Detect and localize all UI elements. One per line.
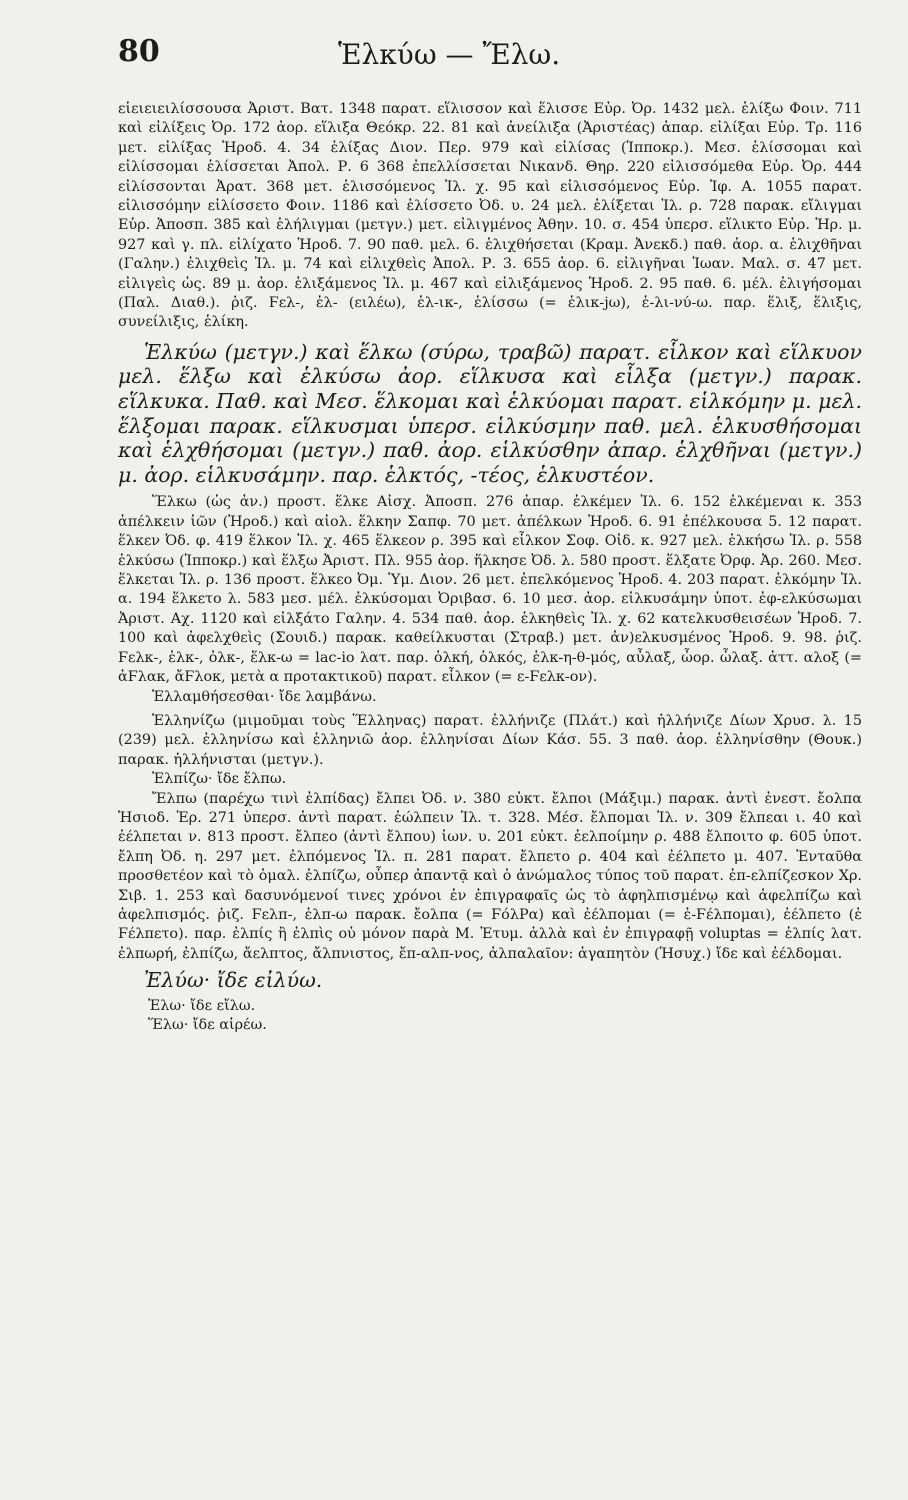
entry-elpizo: Ἐλπίζω· ἴδε ἔλπω. xyxy=(152,771,287,788)
entry-continuation-elisso: εἱειειειλίσσουσα Ἀριστ. Βατ. 1348 παρατ. εἵλισσον καὶ ἕλισσε Εὐρ. Ὀρ. 1432 μελ. ἑλίξω Φοιν. 711 καὶ εἰλίξεις Ὀρ. 172 ἀορ. εἵλιξα Θεόκρ. 22. 81 καὶ ἀνείλιξα (Ἀριστέας) ἀπαρ. εἰλίξαι Εὐρ. Τρ. 116 μετ. εἰλίξας Ἡροδ. 4. 34 ἑλίξας Διον. Περ. 979 καὶ εἰλίσας (Ἱπποκρ.). Μεσ. ἑλίσσομαι καὶ εἰλίσσομαι ἑλίσσεται Ἀπολ. Ρ. 6 368 ἐπελλίσσεται Νικανδ. Θηρ. 220 εἰλισσόμεθα Εὐρ. Ὀρ. 444 εἰλίσσονται Ἀρατ. 368 μετ. ἑλισσόμενος Ἰλ. χ. 95 καὶ εἰλισσόμενος Εὐρ. Ἰφ. Α. 1055 παρατ. εἰλισσόμην εἰλίσσετο Φοιν. 1186 καὶ ἑλίσσετο Ὀδ. υ. 24 μελ. ἑλίξεται Ἰλ. ρ. 728 παρακ. εἴλιγμαι Εὐρ. Ἀποσπ. 385 καὶ ἑλήλιγμαι (μετγν.) μετ. εἰλιγμένος Ἀθην. 10. σ. 454 ὑπερσ. εἵλικτο Εὐρ. Ἡρ. μ. 927 καὶ γ. πλ. εἰλίχατο Ἡροδ. 7. 90 παθ. μελ. 6. ἑλιχθήσεται (Κραμ. Ἀνεκδ.) παθ. ἀορ. α. ἑλιχθῆναι (Γαλην.) ἑλιχθεὶς Ἰλ. μ. 74 καὶ εἰλιχθεὶς Ἀπολ. Ρ. 3. 655 ἀορ. 6. εἰλιγῆναι Ἰωαν. Μαλ. σ. 47 μετ. εἰλιγεὶς ὡς. 89 μ. ἀορ. ἑλιξάμενος Ἰλ. μ. 467 καὶ εἰλιξάμενος Ἡροδ. 2. 95 παθ. 6. μέλ. ἑλιγήσομαι (Παλ. Διαθ.). ῥιζ. Ϝελ-, ἑλ- (ειλέω), ἑλ-ικ-, ἑλίσσω (= ἑλικ-jω), ἑ-λι-νύ-ω. παρ. ἕλιξ, ἕλιξις, συνείλιξις, ἑλίκη. xyxy=(118,101,862,331)
entry-hellenizo: Ἑλληνίζω (μιμοῦμαι τοὺς Ἕλληνας) παρατ. ἑλλήνιζε (Πλάτ.) καὶ ἡλλήνιζε Δίων Χρυσ. λ. 15 (239) μελ. ἑλληνίσω καὶ ἑλληνιῶ ἀορ. ἑλληνίσαι Δίων Κάσ. 55. 3 παθ. ἀορ. ἑλληνίσθην (Θουκ.) παρακ. ἡλλήνισται (μετγν.). xyxy=(118,712,862,768)
entry-helko: Ἕλκω (ὡς ἀν.) προστ. ἕλκε Αἰσχ. Ἀποσπ. 276 ἀπαρ. ἑλκέμεν Ἰλ. 6. 152 ἑλκέμεναι κ. 353 ἀπέλκειν ἰῶν (Ἡροδ.) καὶ αἰολ. ἕλκην Σαπφ. 70 μετ. ἀπέλκων Ἡροδ. 6. 91 ἐπέλκουσα 5. 12 παρατ. ἕλκεν Ὀδ. φ. 419 ἕλκον Ἰλ. χ. 465 ἕλκεον ρ. 395 καὶ εἷλκον Σοφ. Οἰδ. κ. 927 μελ. ἑλκήσω Ἰλ. ρ. 558 ἑλκύσω (Ἱπποκρ.) καὶ ἕλξω Ἀριστ. Πλ. 955 ἀορ. ἥλκησε Ὀδ. λ. 580 προστ. ἕλξατε Ὀρφ. Ἀρ. 260. Μεσ. ἕλκεται Ἰλ. ρ. 136 προστ. ἕλκεο Ὀμ. Ὑμ. Διον. 26 μετ. ἐπελκόμενος Ἡροδ. 4. 203 παρατ. ἑλκόμην Ἰλ. α. 194 ἕλκετο λ. 583 μεσ. μέλ. ἑλκύσομαι Ὀριβασ. 6. 10 μεσ. ἀορ. εἱλκυσάμην ὑποτ. ἐφ-ελκύσωμαι Ἀριστ. Αχ. 1120 καὶ εἰλξάτο Γαλην. 4. 534 παθ. ἀορ. ἑλκηθεὶς Ἰλ. χ. 62 κατελκυσθεισέων Ἡροδ. 7. 100 καὶ ἀφελχθεὶς (Σουιδ.) παρακ. καθείλκυσται (Στραβ.) μετ. ἀν)ελκυσμένος Ἡροδ. 9. 98. ῥιζ. Ϝελκ-, ἑλκ-, ὀλκ-, ἕλκ-ω = lac-io λατ. παρ. ὁλκή, ὁλκός, ἑλκ-η-θ-μός, αὖλαξ, ὦορ. ὦλαξ. ἀττ. αλοξ (= ἀϜλακ, ἄϜλοκ, μετὰ α προτακτικοῦ) παρατ. εἷλκον (= ε-Ϝελκ-ον). xyxy=(118,494,862,686)
entry-hellamthesesthai: Ἑλλαμθήσεσθαι· ἴδε λαμβάνω. xyxy=(152,688,377,705)
entry-elpo: Ἔλπω (παρέχω τινὶ ἐλπίδας) ἔλπει Ὀδ. ν. 380 εὐκτ. ἔλποι (Μάξιμ.) παρακ. ἀντὶ ἐνεστ. ἔολπα Ἡσιοδ. Ἐρ. 271 ὑπερσ. ἀντὶ παρατ. ἐώλπειν Ἰλ. τ. 328. Μέσ. ἔλπομαι Ἰλ. ν. 309 ἔλπεαι ι. 40 καὶ ἐέλπεται ν. 813 προστ. ἔλπεο (ἀντὶ ἔλπου) ἰων. υ. 201 εὐκτ. ἐελποίμην ρ. 488 ἔλποιτο φ. 605 ὑποτ. ἔλπη Ὀδ. η. 297 μετ. ἐλπόμενος Ἰλ. π. 281 παρατ. ἔλπετο ρ. 404 καὶ ἐέλπετο μ. 407. Ἐνταῦθα προσθετέον καὶ τὸ ὁμαλ. ἐλπίζω, οὗπερ ἀπαντᾷ καὶ ὁ ἀνώμαλος τύπος τοῦ παρατ. ἐπ-ελπίζεσκον Χρ. Σιβ. 1. 253 καὶ δασυνόμενοί τινες χρόνοι ἐν ἐπιγραφαῖς ὡς τὸ ἀφηλπισμένῳ καὶ ἀφελπίζω καὶ ἀφελπισμός. ῥιζ. Ϝελπ-, ἐλπ-ω παρακ. ἔολπα (= ϜόλΡα) καὶ ἐέλπομαι (= ἐ-Ϝέλπομαι), ἐέλπετο (ἐ Ϝέλπετο). παρ. ἐλπίς ἢ ἐλπὶς οὐ μόνον παρὰ Μ. Ἐτυμ. ἀλλὰ καὶ ἐν ἐπιγραφῇ voluptas = ἐλπίς λατ. ἐλπωρή, ἐλπίζω, ἄελπτος, ἄλπνιστος, ἔπ-αλπ-νος, ἀλπαλαῖον: ἀγαπητὸν (Ἡσυχ.) ἴδε καὶ ἐέλδομαι. xyxy=(118,790,862,962)
entries-column xyxy=(118,100,862,1036)
entry-helkyo: Ἑλκύω (μετγν.) καὶ ἕλκω (σύρω, τραβῶ) παρατ. εἷλκον καὶ εἵλκυον μελ. ἕλξω καὶ ἑλκύσω ἀορ. εἵλκυσα καὶ εἷλξα (μετγν.) παρακ. εἵλκυκα. Παθ. καὶ Μεσ. ἕλκομαι καὶ ἑλκύομαι παρατ. εἱλκόμην μ. μελ. ἕλξομαι παρακ. εἵλκυσμαι ὑπερσ. εἱλκύσμην παθ. μελ. ἑλκυσθήσομαι καὶ ἑλχθήσομαι (μετγν.) παθ. ἀορ. εἱλκύσθην ἀπαρ. ἑλχθῆναι (μετγν.) μ. ἀορ. εἱλκυσάμην. παρ. ἑλκτός, -τέος, ἑλκυστέον. xyxy=(118,339,862,487)
page-header xyxy=(118,28,862,92)
entry-helo-haireo: Ἕλω· ἴδε αἱρέω. xyxy=(148,1017,267,1034)
entry-elyo: Ἐλύω· ἴδε εἰλύω. xyxy=(144,968,323,993)
running-head: Ἑλκύω — Ἔλω. xyxy=(338,38,561,71)
entry-elo-eilo: Ἐλω· ἴδε εἴλω. xyxy=(148,997,256,1014)
page-number: 80 xyxy=(118,34,160,69)
